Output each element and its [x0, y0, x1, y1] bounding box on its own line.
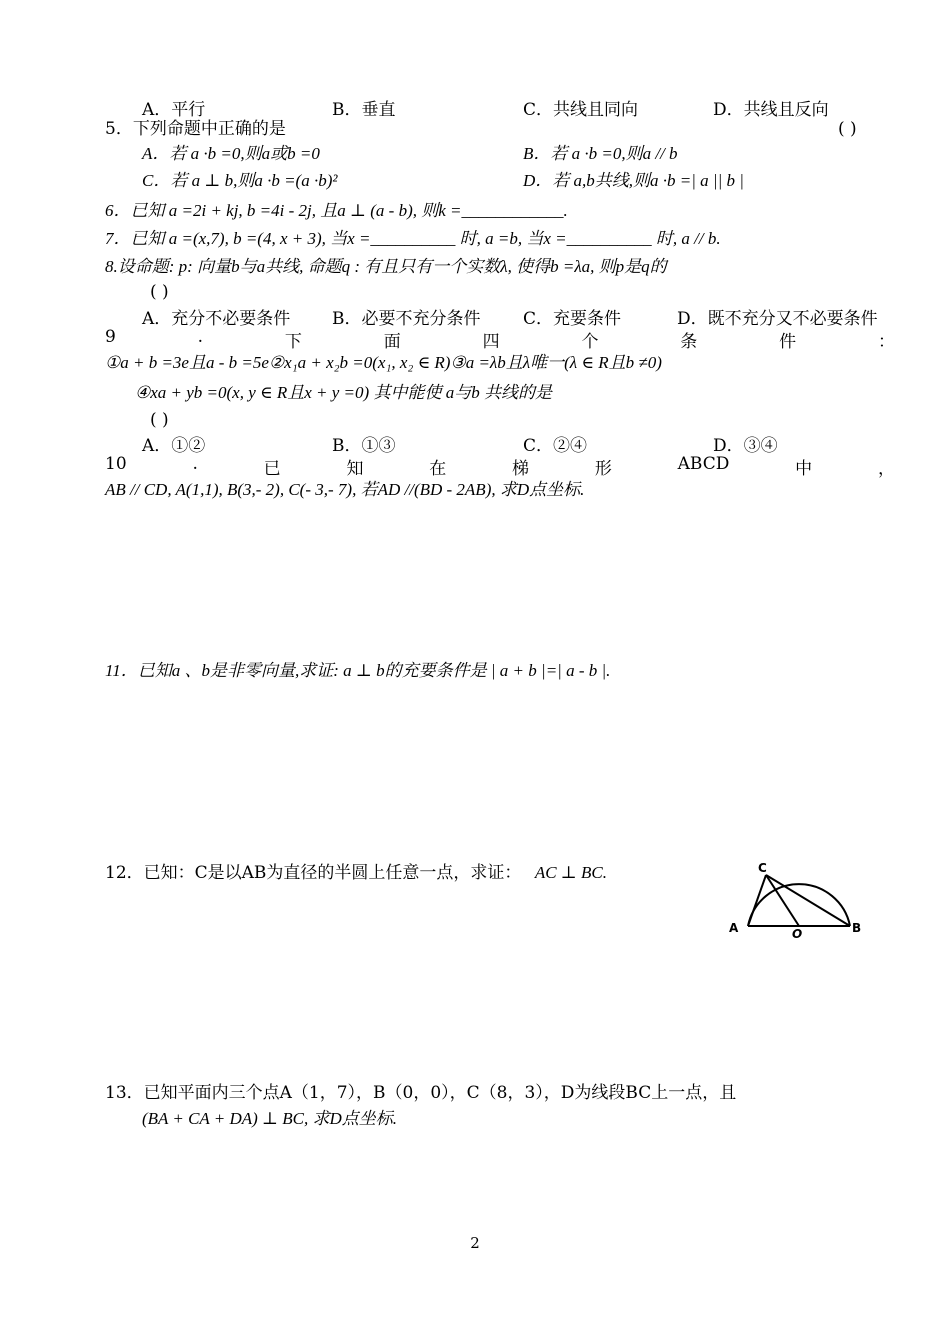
q10-word: ， [877, 459, 895, 479]
q8-option-c: C．充要条件 [523, 309, 622, 329]
q9-option-a: A．①② [142, 436, 206, 456]
q9-word: ： [877, 332, 895, 352]
q5-option-c: C．若 a ⊥ b,则a ·b =(a ·b)² [142, 171, 338, 190]
q10-word: 知 [346, 459, 364, 479]
page-number: 2 [470, 1234, 480, 1252]
q10-word: 10 [105, 454, 127, 474]
q9-conditions-1: ①a + b =3e且a - b =5e②x₁a + x₂b =0(x₁, x₂ ∈ R)③a =λb且λ唯一(λ ∈ R且b ≠0) [105, 353, 662, 372]
q10-word: 已 [263, 459, 281, 479]
q4-option-c: C．共线且同向 [523, 100, 639, 120]
q9-stem [105, 327, 895, 352]
segment-ac [748, 875, 766, 926]
q10-stem [105, 454, 895, 479]
q7-text: 7．已知 a =(x,7), b =(4, x + 3), 当x =__________ 时, a =b, 当x =__________ 时, a // b. [105, 229, 721, 248]
q5-option-b: B．若 a ·b =0,则a // b [523, 144, 678, 163]
label-c: C [758, 861, 767, 875]
q12-text [105, 862, 607, 884]
q9-word: 条 [680, 332, 698, 352]
q12-stem: 12．已知：C是以AB为直径的半圆上任意一点，求证： [105, 863, 522, 883]
q9-option-c: C．②④ [523, 436, 588, 456]
q13-condition: (BA + CA + DA) ⊥ BC, 求D点坐标. [142, 1109, 398, 1128]
q4-option-a: A．平行 [142, 100, 206, 120]
q9-word: 个 [581, 332, 599, 352]
q9-word: 面 [383, 332, 401, 352]
q11-text: 11．已知a 、b是非零向量,求证: a ⊥ b的充要条件是 | a + b |=| a - b |. [105, 661, 611, 680]
q8-stem: 8.设命题: p: 向量b与a共线, 命题q : 有且只有一个实数λ, 使得b =λa, 则p是q的 [105, 257, 667, 276]
semicircle-arc [748, 884, 850, 926]
q5-option-d: D．若 a,b共线,则a ·b =| a || b | [523, 171, 744, 190]
q9-conditions-2: ④xa + yb =0(x, y ∈ R且x + y =0) 其中能使 a与b 共线的是 [135, 383, 552, 402]
q8-option-a: A．充分不必要条件 [142, 309, 291, 329]
q9-word: 下 [284, 332, 302, 352]
q6-text: 6．已知 a =2i + kj, b =4i - 2j, 且a ⊥ (a - b), 则k =____________. [105, 201, 568, 220]
q9-word: 件 [779, 332, 797, 352]
q9-option-d: D．③④ [713, 436, 778, 456]
label-b: B [852, 921, 862, 935]
q8-bracket: ( ) [150, 282, 169, 302]
q10-word: ABCD [677, 454, 730, 474]
q13-text: 13．已知平面内三个点A（1，7），B（0，0），C（8，3），D为线段BC上一点，且 [105, 1083, 737, 1103]
q10-word: 中 [795, 459, 813, 479]
q9-word: . [197, 327, 204, 347]
q5-stem: 5．下列命题中正确的是 [105, 119, 286, 139]
q5-bracket: ( ) [838, 119, 857, 139]
q9-word: 9 [105, 327, 116, 347]
q10-word: 在 [429, 459, 447, 479]
q10-word: . [192, 454, 198, 474]
segment-oc [766, 875, 799, 926]
q8-option-d: D．既不充分又不必要条件 [677, 309, 878, 329]
q9-bracket: ( ) [150, 410, 169, 430]
q9-word: 四 [482, 332, 500, 352]
semicircle-diagram [726, 858, 876, 938]
q12-math: AC ⊥ BC. [534, 863, 608, 882]
q9-option-b: B．①③ [332, 436, 396, 456]
label-o: O [792, 927, 803, 938]
q10-word: 形 [594, 459, 612, 479]
q10-condition: AB // CD, A(1,1), B(3,- 2), C(- 3,- 7), 若AD //(BD - 2AB), 求D点坐标. [105, 480, 585, 499]
q4-option-d: D．共线且反向 [713, 100, 829, 120]
q5-option-a: A．若 a ·b =0,则a或b =0 [142, 144, 320, 163]
q8-option-b: B．必要不充分条件 [332, 309, 481, 329]
label-a: A [729, 921, 739, 935]
q10-word: 梯 [512, 459, 530, 479]
q4-option-b: B．垂直 [332, 100, 396, 120]
